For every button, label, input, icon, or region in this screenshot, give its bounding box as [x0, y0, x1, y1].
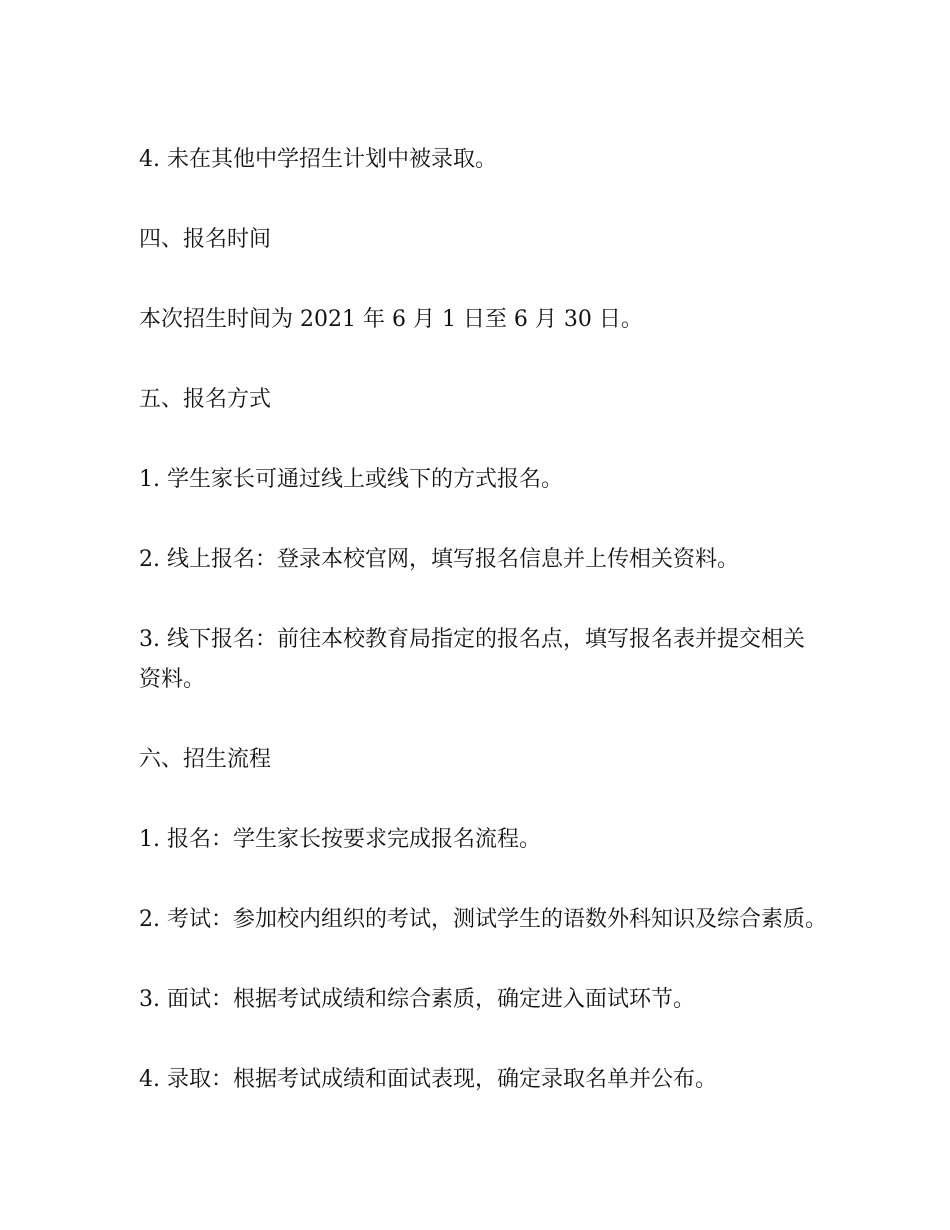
registration-time-text: 本次招生时间为 2021 年 6 月 1 日至 6 月 30 日。	[139, 307, 643, 332]
section-heading-admission-process: 六、招生流程	[139, 747, 272, 772]
section-heading-registration-method: 五、报名方式	[139, 387, 272, 412]
registration-method-1: 1. 学生家长可通过线上或线下的方式报名。	[139, 467, 563, 492]
process-step-registration: 1. 报名：学生家长按要求完成报名流程。	[139, 827, 541, 852]
process-step-interview: 3. 面试：根据考试成绩和综合素质，确定进入面试环节。	[139, 987, 695, 1012]
registration-method-2: 2. 线上报名：登录本校官网，填写报名信息并上传相关资料。	[139, 547, 739, 572]
registration-method-3-continued: 资料。	[139, 667, 206, 692]
registration-method-3: 3. 线下报名：前往本校教育局指定的报名点，填写报名表并提交相关	[139, 627, 805, 652]
section-heading-registration-time: 四、报名时间	[139, 227, 272, 252]
admission-condition-4: 4. 未在其他中学招生计划中被录取。	[139, 147, 497, 172]
process-step-exam: 2. 考试：参加校内组织的考试，测试学生的语数外科知识及综合素质。	[139, 907, 827, 932]
process-step-admission: 4. 录取：根据考试成绩和面试表现，确定录取名单并公布。	[139, 1067, 717, 1092]
